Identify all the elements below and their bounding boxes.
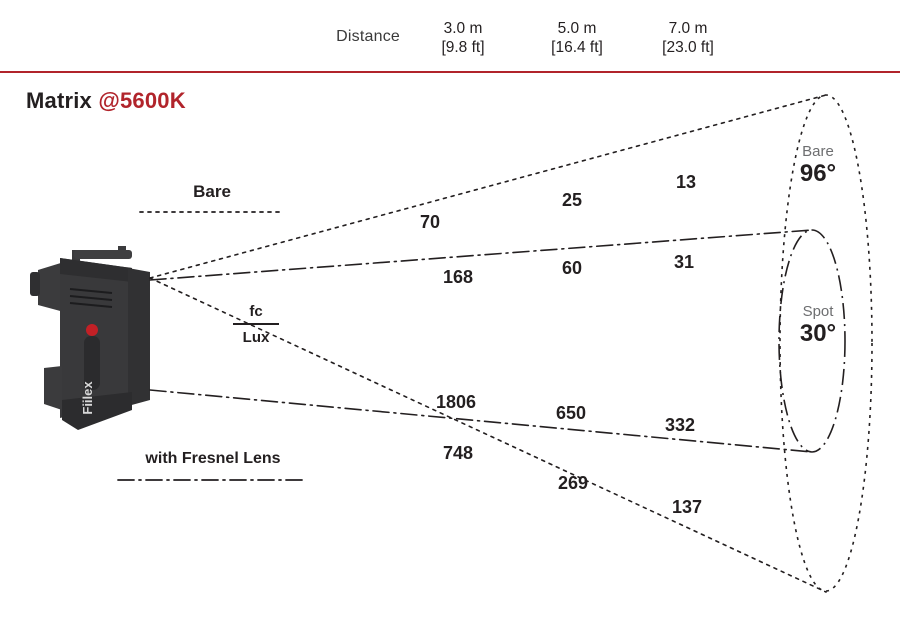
distance-meters: 7.0 m: [668, 20, 708, 37]
fixture-brand-text: Fiilex: [80, 381, 95, 415]
unit-key-divider: [233, 323, 279, 325]
bare-fc-7m: 13: [676, 172, 697, 192]
unit-key-fc: fc: [249, 303, 263, 320]
bare-lux-5m: 60: [562, 258, 583, 278]
fresnel-fc-3m: 1806: [436, 392, 477, 412]
bare-lux-3m: 168: [443, 267, 474, 287]
spot-beam-name: Spot: [802, 303, 834, 320]
title-kelvin: @5600K: [98, 88, 186, 113]
unit-key-lux: Lux: [242, 329, 270, 346]
distance-meters: 3.0 m: [443, 20, 483, 37]
bare-fc-5m: 25: [562, 190, 583, 210]
distance-feet: [16.4 ft]: [551, 39, 603, 56]
title-product: Matrix: [26, 88, 99, 113]
distance-feet: [23.0 ft]: [662, 39, 714, 56]
distance-meters: 5.0 m: [557, 20, 597, 37]
distance-feet: [9.8 ft]: [441, 39, 485, 56]
fresnel-lux-5m: 269: [558, 473, 589, 493]
bare-beam-degrees: 96°: [799, 160, 837, 187]
unit-key: [222, 303, 290, 346]
legend-bare-label: Bare: [193, 182, 231, 201]
distance-label: Distance: [336, 28, 400, 45]
bare-fc-3m: 70: [420, 212, 441, 232]
legend-fresnel-label: with Fresnel Lens: [145, 450, 281, 467]
bare-lux-7m: 31: [674, 252, 695, 272]
bare-beam-angle: [773, 143, 863, 187]
fresnel-fc-5m: 650: [556, 403, 587, 423]
fresnel-lux-3m: 748: [443, 443, 474, 463]
fresnel-fc-7m: 332: [665, 415, 696, 435]
spot-beam-degrees: 30°: [799, 320, 837, 347]
fixture-illustration: [30, 246, 150, 430]
fresnel-lux-7m: 137: [672, 497, 703, 517]
spot-beam-angle: [773, 303, 863, 347]
bare-beam-name: Bare: [802, 143, 834, 160]
